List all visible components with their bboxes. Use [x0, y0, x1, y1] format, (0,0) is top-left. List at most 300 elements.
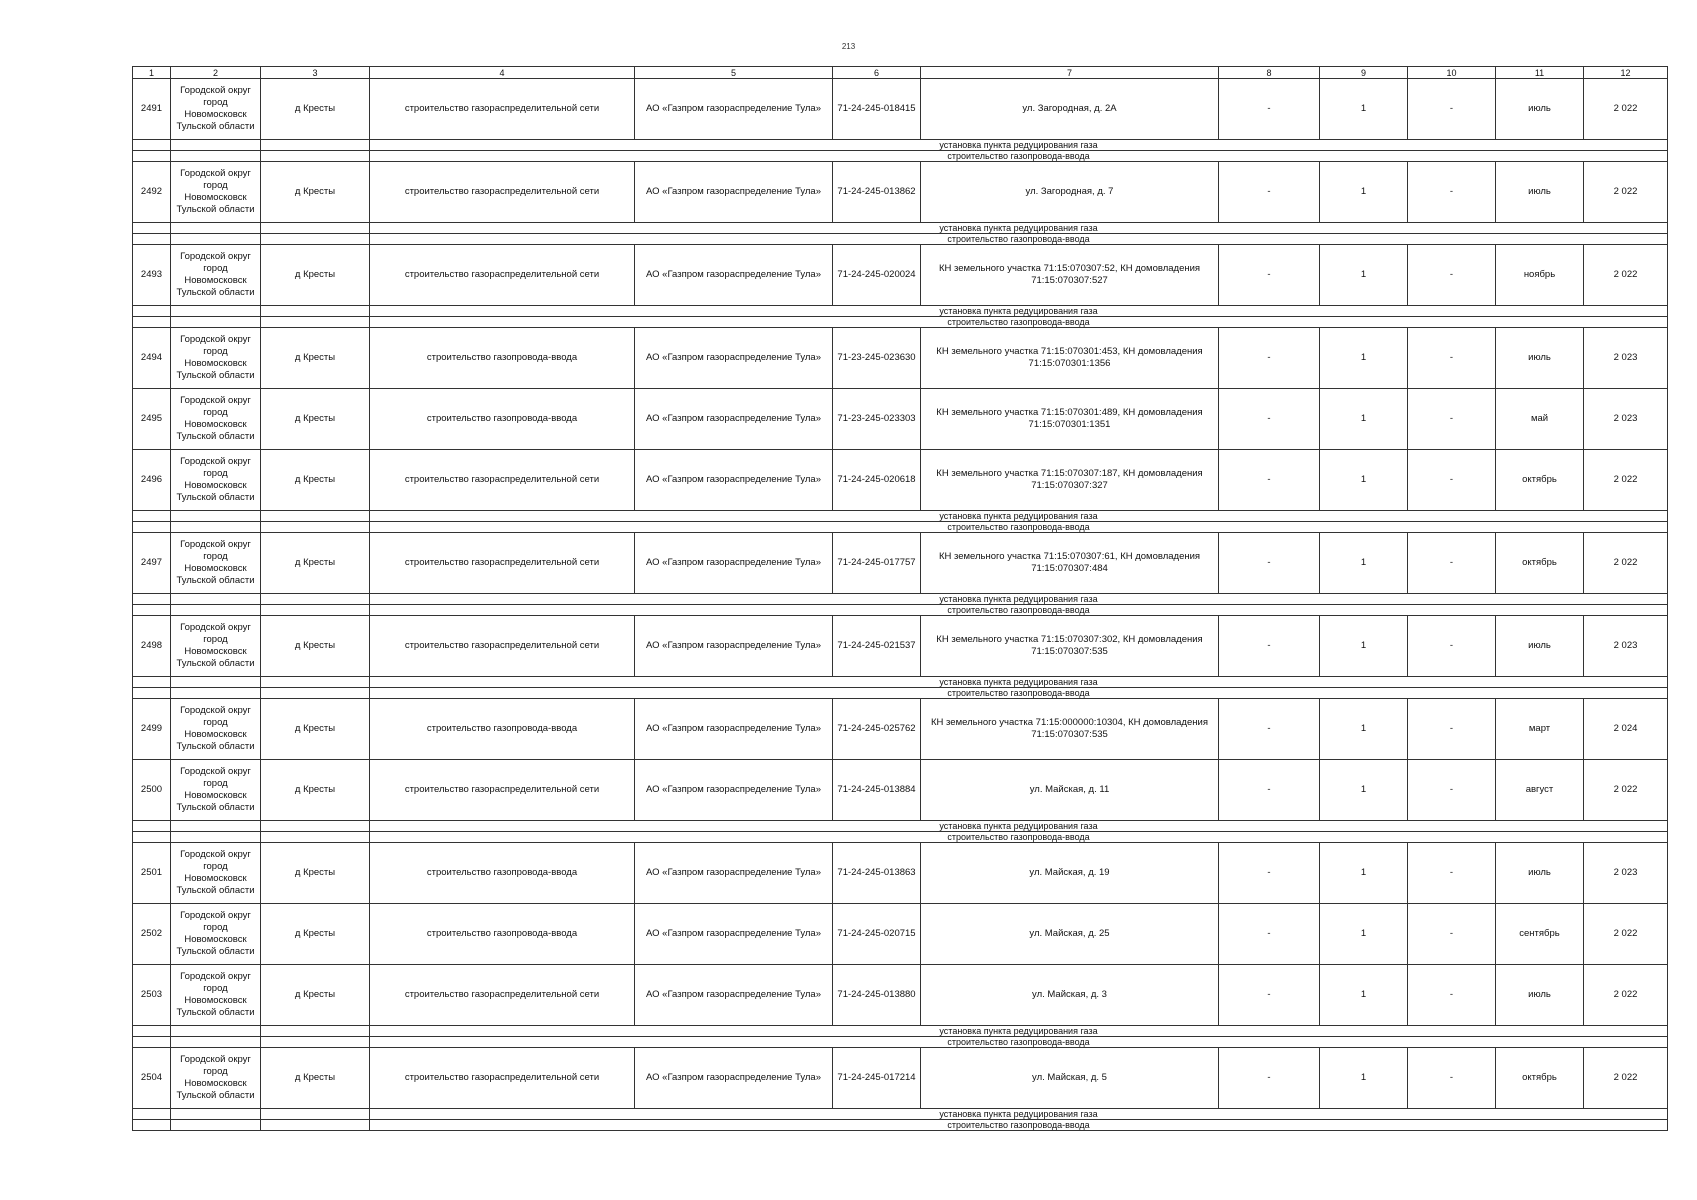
work-type-cell: строительство газопровода-ввода — [370, 904, 635, 965]
municipality-line: Городской округ — [180, 456, 251, 467]
address-cell: КН земельного участка 71:15:070301:453, КН домовладения 71:15:070301:1356 — [921, 328, 1219, 389]
organization-cell: АО «Газпром газораспределение Тула» — [635, 79, 833, 140]
municipality-line: Новомосковск — [184, 1078, 247, 1089]
column-10-cell: - — [1408, 162, 1496, 223]
municipality-line: город — [203, 346, 228, 357]
application-code-cell: 71-24-245-013884 — [833, 760, 921, 821]
sub-item-text: строительство газопровода-ввода — [370, 688, 1668, 699]
empty-cell — [171, 223, 261, 234]
municipality-line: город — [203, 97, 228, 108]
organization-cell: АО «Газпром газораспределение Тула» — [635, 450, 833, 511]
year-cell: 2 023 — [1584, 389, 1668, 450]
sub-row — [133, 140, 1668, 151]
empty-cell — [261, 511, 370, 522]
year-cell: 2 023 — [1584, 328, 1668, 389]
sub-item-text: строительство газопровода-ввода — [370, 317, 1668, 328]
month-cell: июль — [1496, 843, 1584, 904]
table-row — [133, 616, 1668, 677]
empty-cell — [133, 306, 171, 317]
year-cell: 2 023 — [1584, 843, 1668, 904]
settlement-cell: д Кресты — [261, 616, 370, 677]
table-row — [133, 760, 1668, 821]
empty-cell — [261, 522, 370, 533]
empty-cell — [133, 688, 171, 699]
application-code-cell: 71-24-245-018415 — [833, 79, 921, 140]
application-code-cell: 71-24-245-021537 — [833, 616, 921, 677]
municipality-line: Городской округ — [180, 705, 251, 716]
row-number-cell: 2500 — [133, 760, 171, 821]
column-header: 9 — [1320, 67, 1408, 79]
month-cell: июль — [1496, 162, 1584, 223]
empty-cell — [261, 594, 370, 605]
column-10-cell: - — [1408, 79, 1496, 140]
row-number-cell: 2502 — [133, 904, 171, 965]
table-row — [133, 904, 1668, 965]
sub-item-text: строительство газопровода-ввода — [370, 1037, 1668, 1048]
sub-item-text: установка пункта редуцирования газа — [370, 140, 1668, 151]
municipality-line: Тульской области — [176, 1090, 255, 1101]
column-8-cell: - — [1219, 760, 1320, 821]
municipality-line: Городской округ — [180, 622, 251, 633]
row-number-cell: 2495 — [133, 389, 171, 450]
month-cell: июль — [1496, 965, 1584, 1026]
month-cell: август — [1496, 760, 1584, 821]
empty-cell — [171, 688, 261, 699]
column-10-cell: - — [1408, 389, 1496, 450]
municipality-line: город — [203, 468, 228, 479]
municipality-cell — [171, 328, 261, 389]
header-row — [133, 67, 1668, 79]
empty-cell — [133, 677, 171, 688]
municipality-cell — [171, 699, 261, 760]
sub-item-text: строительство газопровода-ввода — [370, 522, 1668, 533]
column-8-cell: - — [1219, 79, 1320, 140]
municipality-line: Новомосковск — [184, 790, 247, 801]
application-code-cell: 71-24-245-013880 — [833, 965, 921, 1026]
address-cell: ул. Майская, д. 25 — [921, 904, 1219, 965]
address-cell: ул. Загородная, д. 7 — [921, 162, 1219, 223]
organization-cell: АО «Газпром газораспределение Тула» — [635, 965, 833, 1026]
column-8-cell: - — [1219, 533, 1320, 594]
municipality-line: город — [203, 551, 228, 562]
column-header: 8 — [1219, 67, 1320, 79]
organization-cell: АО «Газпром газораспределение Тула» — [635, 760, 833, 821]
empty-cell — [133, 605, 171, 616]
empty-cell — [171, 821, 261, 832]
column-9-cell: 1 — [1320, 162, 1408, 223]
municipality-line: Новомосковск — [184, 109, 247, 120]
table-row — [133, 245, 1668, 306]
organization-cell: АО «Газпром газораспределение Тула» — [635, 1048, 833, 1109]
column-10-cell: - — [1408, 245, 1496, 306]
empty-cell — [261, 306, 370, 317]
application-code-cell: 71-24-245-013863 — [833, 843, 921, 904]
row-number-cell: 2498 — [133, 616, 171, 677]
column-header: 6 — [833, 67, 921, 79]
work-type-cell: строительство газораспределительной сети — [370, 760, 635, 821]
column-9-cell: 1 — [1320, 79, 1408, 140]
organization-cell: АО «Газпром газораспределение Тула» — [635, 328, 833, 389]
table-row — [133, 533, 1668, 594]
organization-cell: АО «Газпром газораспределение Тула» — [635, 533, 833, 594]
column-8-cell: - — [1219, 328, 1320, 389]
month-cell: октябрь — [1496, 450, 1584, 511]
column-8-cell: - — [1219, 699, 1320, 760]
empty-cell — [171, 306, 261, 317]
empty-cell — [133, 1109, 171, 1120]
empty-cell — [261, 1109, 370, 1120]
organization-cell: АО «Газпром газораспределение Тула» — [635, 699, 833, 760]
municipality-line: Городской округ — [180, 168, 251, 179]
year-cell: 2 023 — [1584, 616, 1668, 677]
municipality-cell — [171, 450, 261, 511]
empty-cell — [133, 522, 171, 533]
municipality-line: Городской округ — [180, 539, 251, 550]
municipality-line: город — [203, 263, 228, 274]
column-8-cell: - — [1219, 1048, 1320, 1109]
empty-cell — [261, 223, 370, 234]
work-type-cell: строительство газораспределительной сети — [370, 79, 635, 140]
municipality-line: Новомосковск — [184, 419, 247, 430]
table-row — [133, 79, 1668, 140]
column-8-cell: - — [1219, 389, 1320, 450]
column-header: 10 — [1408, 67, 1496, 79]
address-cell: КН земельного участка 71:15:070307:61, КН домовладения 71:15:070307:484 — [921, 533, 1219, 594]
organization-cell: АО «Газпром газораспределение Тула» — [635, 245, 833, 306]
settlement-cell: д Кресты — [261, 450, 370, 511]
column-9-cell: 1 — [1320, 533, 1408, 594]
sub-row — [133, 688, 1668, 699]
municipality-cell — [171, 1048, 261, 1109]
organization-cell: АО «Газпром газораспределение Тула» — [635, 162, 833, 223]
organization-cell: АО «Газпром газораспределение Тула» — [635, 616, 833, 677]
empty-cell — [171, 522, 261, 533]
column-8-cell: - — [1219, 843, 1320, 904]
column-9-cell: 1 — [1320, 616, 1408, 677]
empty-cell — [261, 605, 370, 616]
empty-cell — [261, 234, 370, 245]
month-cell: октябрь — [1496, 533, 1584, 594]
sub-item-text: установка пункта редуцирования газа — [370, 677, 1668, 688]
settlement-cell: д Кресты — [261, 699, 370, 760]
month-cell: июль — [1496, 328, 1584, 389]
empty-cell — [261, 688, 370, 699]
municipality-line: город — [203, 634, 228, 645]
municipality-line: город — [203, 717, 228, 728]
empty-cell — [261, 832, 370, 843]
sub-item-text: установка пункта редуцирования газа — [370, 306, 1668, 317]
address-cell: КН земельного участка 71:15:070307:52, КН домовладения 71:15:070307:527 — [921, 245, 1219, 306]
municipality-line: Городской округ — [180, 910, 251, 921]
row-number-cell: 2504 — [133, 1048, 171, 1109]
sub-item-text: установка пункта редуцирования газа — [370, 594, 1668, 605]
municipality-line: Городской округ — [180, 85, 251, 96]
sub-item-text: установка пункта редуцирования газа — [370, 1109, 1668, 1120]
row-number-cell: 2499 — [133, 699, 171, 760]
sub-row — [133, 821, 1668, 832]
sub-item-text: установка пункта редуцирования газа — [370, 223, 1668, 234]
column-8-cell: - — [1219, 616, 1320, 677]
work-type-cell: строительство газопровода-ввода — [370, 699, 635, 760]
column-10-cell: - — [1408, 450, 1496, 511]
empty-cell — [261, 1026, 370, 1037]
empty-cell — [133, 1026, 171, 1037]
empty-cell — [171, 1120, 261, 1131]
sub-row — [133, 151, 1668, 162]
work-type-cell: строительство газопровода-ввода — [370, 328, 635, 389]
application-code-cell: 71-24-245-017214 — [833, 1048, 921, 1109]
application-code-cell: 71-23-245-023630 — [833, 328, 921, 389]
empty-cell — [171, 677, 261, 688]
address-cell: КН земельного участка 71:15:070307:302, КН домовладения 71:15:070307:535 — [921, 616, 1219, 677]
municipality-line: Городской округ — [180, 395, 251, 406]
column-8-cell: - — [1219, 965, 1320, 1026]
address-cell: ул. Майская, д. 19 — [921, 843, 1219, 904]
row-number-cell: 2503 — [133, 965, 171, 1026]
application-code-cell: 71-24-245-025762 — [833, 699, 921, 760]
column-9-cell: 1 — [1320, 843, 1408, 904]
table-row — [133, 699, 1668, 760]
municipality-line: город — [203, 180, 228, 191]
municipality-line: Тульской области — [176, 492, 255, 503]
sub-item-text: установка пункта редуцирования газа — [370, 821, 1668, 832]
column-8-cell: - — [1219, 904, 1320, 965]
row-number-cell: 2492 — [133, 162, 171, 223]
application-code-cell: 71-24-245-017757 — [833, 533, 921, 594]
municipality-line: Городской округ — [180, 971, 251, 982]
year-cell: 2 022 — [1584, 450, 1668, 511]
work-type-cell: строительство газораспределительной сети — [370, 450, 635, 511]
municipality-line: Тульской области — [176, 741, 255, 752]
column-10-cell: - — [1408, 904, 1496, 965]
column-header: 7 — [921, 67, 1219, 79]
municipality-line: город — [203, 407, 228, 418]
empty-cell — [171, 832, 261, 843]
empty-cell — [133, 223, 171, 234]
row-number-cell: 2491 — [133, 79, 171, 140]
sub-row — [133, 605, 1668, 616]
sub-row — [133, 223, 1668, 234]
row-number-cell: 2501 — [133, 843, 171, 904]
municipality-line: Новомосковск — [184, 192, 247, 203]
column-9-cell: 1 — [1320, 450, 1408, 511]
settlement-cell: д Кресты — [261, 389, 370, 450]
work-type-cell: строительство газораспределительной сети — [370, 533, 635, 594]
column-10-cell: - — [1408, 533, 1496, 594]
empty-cell — [133, 234, 171, 245]
year-cell: 2 024 — [1584, 699, 1668, 760]
year-cell: 2 022 — [1584, 965, 1668, 1026]
column-10-cell: - — [1408, 965, 1496, 1026]
address-cell: КН земельного участка 71:15:070301:489, КН домовладения 71:15:070301:1351 — [921, 389, 1219, 450]
municipality-line: Новомосковск — [184, 480, 247, 491]
gas-works-table — [132, 66, 1668, 1131]
municipality-line: Новомосковск — [184, 934, 247, 945]
municipality-line: Тульской области — [176, 204, 255, 215]
month-cell: ноябрь — [1496, 245, 1584, 306]
municipality-line: город — [203, 861, 228, 872]
work-type-cell: строительство газораспределительной сети — [370, 162, 635, 223]
page-number: 213 — [841, 42, 856, 51]
work-type-cell: строительство газопровода-ввода — [370, 843, 635, 904]
month-cell: сентябрь — [1496, 904, 1584, 965]
application-code-cell: 71-23-245-023303 — [833, 389, 921, 450]
column-9-cell: 1 — [1320, 389, 1408, 450]
table-row — [133, 389, 1668, 450]
empty-cell — [171, 234, 261, 245]
municipality-cell — [171, 965, 261, 1026]
organization-cell: АО «Газпром газораспределение Тула» — [635, 843, 833, 904]
municipality-line: Городской округ — [180, 334, 251, 345]
municipality-line: Городской округ — [180, 766, 251, 777]
municipality-line: Тульской области — [176, 121, 255, 132]
empty-cell — [171, 140, 261, 151]
empty-cell — [171, 1037, 261, 1048]
empty-cell — [171, 1026, 261, 1037]
column-header: 11 — [1496, 67, 1584, 79]
column-8-cell: - — [1219, 162, 1320, 223]
settlement-cell: д Кресты — [261, 965, 370, 1026]
column-9-cell: 1 — [1320, 245, 1408, 306]
address-cell: ул. Загородная, д. 2А — [921, 79, 1219, 140]
municipality-cell — [171, 389, 261, 450]
sub-row — [133, 522, 1668, 533]
empty-cell — [133, 317, 171, 328]
table-row — [133, 328, 1668, 389]
municipality-line: город — [203, 778, 228, 789]
municipality-line: Тульской области — [176, 575, 255, 586]
work-type-cell: строительство газораспределительной сети — [370, 965, 635, 1026]
column-10-cell: - — [1408, 616, 1496, 677]
work-type-cell: строительство газораспределительной сети — [370, 245, 635, 306]
year-cell: 2 022 — [1584, 245, 1668, 306]
address-cell: КН земельного участка 71:15:000000:10304, КН домовладения 71:15:070307:535 — [921, 699, 1219, 760]
column-header: 4 — [370, 67, 635, 79]
column-header: 3 — [261, 67, 370, 79]
row-number-cell: 2496 — [133, 450, 171, 511]
empty-cell — [133, 140, 171, 151]
column-9-cell: 1 — [1320, 328, 1408, 389]
organization-cell: АО «Газпром газораспределение Тула» — [635, 904, 833, 965]
sub-row — [133, 1037, 1668, 1048]
column-header: 2 — [171, 67, 261, 79]
municipality-line: Тульской области — [176, 658, 255, 669]
address-cell: ул. Майская, д. 3 — [921, 965, 1219, 1026]
sub-row — [133, 234, 1668, 245]
year-cell: 2 022 — [1584, 1048, 1668, 1109]
month-cell: октябрь — [1496, 1048, 1584, 1109]
municipality-cell — [171, 760, 261, 821]
empty-cell — [261, 821, 370, 832]
empty-cell — [171, 151, 261, 162]
empty-cell — [171, 317, 261, 328]
month-cell: июль — [1496, 616, 1584, 677]
column-10-cell: - — [1408, 1048, 1496, 1109]
application-code-cell: 71-24-245-020715 — [833, 904, 921, 965]
sub-row — [133, 1120, 1668, 1131]
column-8-cell: - — [1219, 450, 1320, 511]
municipality-line: Новомосковск — [184, 358, 247, 369]
sub-item-text: строительство газопровода-ввода — [370, 234, 1668, 245]
empty-cell — [171, 605, 261, 616]
sub-row — [133, 594, 1668, 605]
settlement-cell: д Кресты — [261, 533, 370, 594]
municipality-cell — [171, 162, 261, 223]
empty-cell — [261, 140, 370, 151]
municipality-line: Городской округ — [180, 849, 251, 860]
column-9-cell: 1 — [1320, 904, 1408, 965]
row-number-cell: 2497 — [133, 533, 171, 594]
municipality-cell — [171, 533, 261, 594]
empty-cell — [261, 317, 370, 328]
municipality-line: Тульской области — [176, 431, 255, 442]
sub-row — [133, 677, 1668, 688]
empty-cell — [133, 821, 171, 832]
municipality-line: Городской округ — [180, 1054, 251, 1065]
column-8-cell: - — [1219, 245, 1320, 306]
column-9-cell: 1 — [1320, 1048, 1408, 1109]
municipality-line: Новомосковск — [184, 995, 247, 1006]
empty-cell — [171, 594, 261, 605]
application-code-cell: 71-24-245-020618 — [833, 450, 921, 511]
column-10-cell: - — [1408, 843, 1496, 904]
empty-cell — [261, 1037, 370, 1048]
year-cell: 2 022 — [1584, 79, 1668, 140]
municipality-line: Тульской области — [176, 1007, 255, 1018]
municipality-line: Городской округ — [180, 251, 251, 262]
municipality-line: Новомосковск — [184, 729, 247, 740]
settlement-cell: д Кресты — [261, 162, 370, 223]
row-number-cell: 2494 — [133, 328, 171, 389]
empty-cell — [133, 832, 171, 843]
column-10-cell: - — [1408, 328, 1496, 389]
empty-cell — [261, 151, 370, 162]
sub-row — [133, 511, 1668, 522]
settlement-cell: д Кресты — [261, 843, 370, 904]
year-cell: 2 022 — [1584, 904, 1668, 965]
municipality-line: Тульской области — [176, 885, 255, 896]
year-cell: 2 022 — [1584, 162, 1668, 223]
organization-cell: АО «Газпром газораспределение Тула» — [635, 389, 833, 450]
municipality-line: Тульской области — [176, 946, 255, 957]
work-type-cell: строительство газораспределительной сети — [370, 616, 635, 677]
month-cell: март — [1496, 699, 1584, 760]
municipality-line: Новомосковск — [184, 646, 247, 657]
settlement-cell: д Кресты — [261, 245, 370, 306]
column-9-cell: 1 — [1320, 699, 1408, 760]
table-row — [133, 1048, 1668, 1109]
address-cell: ул. Майская, д. 5 — [921, 1048, 1219, 1109]
settlement-cell: д Кресты — [261, 1048, 370, 1109]
table-row — [133, 162, 1668, 223]
empty-cell — [171, 511, 261, 522]
empty-cell — [133, 594, 171, 605]
municipality-cell — [171, 79, 261, 140]
sub-row — [133, 306, 1668, 317]
table-row — [133, 843, 1668, 904]
row-number-cell: 2493 — [133, 245, 171, 306]
month-cell: май — [1496, 389, 1584, 450]
sub-item-text: строительство газопровода-ввода — [370, 832, 1668, 843]
empty-cell — [261, 677, 370, 688]
settlement-cell: д Кресты — [261, 328, 370, 389]
empty-cell — [261, 1120, 370, 1131]
empty-cell — [133, 1037, 171, 1048]
column-header: 12 — [1584, 67, 1668, 79]
municipality-line: Новомосковск — [184, 275, 247, 286]
application-code-cell: 71-24-245-013862 — [833, 162, 921, 223]
municipality-line: город — [203, 983, 228, 994]
